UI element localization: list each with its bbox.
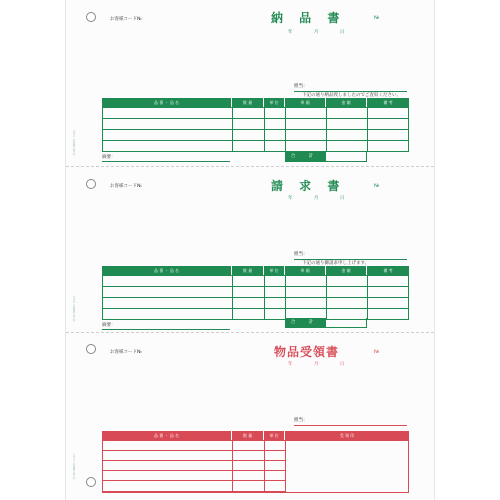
total-label-box	[285, 152, 325, 162]
customer-code-label: お客様コード№	[110, 17, 142, 22]
col-remarks: 備 考	[383, 268, 393, 273]
col-unit: 単 位	[264, 266, 285, 275]
col-divider	[367, 108, 368, 151]
items-table	[102, 266, 409, 336]
col-unit-price: 単 価	[285, 266, 326, 275]
summary-text: 摘要	[102, 323, 111, 328]
total-label: 合 計	[290, 320, 320, 325]
table-row[interactable]	[103, 471, 286, 481]
table-row[interactable]	[103, 141, 408, 152]
date-label: 年 月 日	[288, 362, 355, 367]
number-label: №	[374, 349, 380, 355]
summary-text: 摘要	[102, 155, 111, 160]
total-label-box	[285, 318, 325, 328]
table-header	[102, 431, 409, 440]
date-label: 年 月 日	[288, 30, 355, 35]
form-code: Ⓡ GF-NM01 (2/2)	[72, 296, 76, 322]
col-receipt-seal: 受 領 印	[339, 433, 355, 438]
page-title: 納 品 書	[271, 11, 346, 25]
summary-underline	[102, 329, 230, 330]
tanto-text: 担当	[294, 418, 303, 423]
table-body	[102, 275, 409, 320]
col-unit: 単 位	[264, 431, 285, 440]
table-body	[102, 440, 409, 493]
table-row[interactable]	[103, 481, 286, 492]
punch-hole	[86, 477, 96, 487]
page-title: 物品受領書	[274, 345, 340, 359]
col-unit: 単 位	[264, 98, 285, 107]
col-divider	[232, 441, 233, 492]
col-divider	[367, 276, 368, 319]
invoice-slip	[66, 166, 434, 332]
punch-hole	[86, 12, 96, 22]
col-quantity: 数 量	[232, 266, 264, 275]
date-label: 年 月 日	[288, 196, 355, 201]
total-amount-field[interactable]	[325, 152, 367, 162]
number-label: №	[374, 15, 380, 21]
col-divider	[232, 108, 233, 151]
punch-hole	[86, 179, 96, 189]
col-divider	[232, 276, 233, 319]
tanto-underline	[294, 425, 407, 426]
col-divider	[326, 276, 327, 319]
number-label: №	[374, 183, 380, 189]
col-divider	[326, 108, 327, 151]
col-divider	[264, 276, 265, 319]
tanto-label: 担当：	[294, 252, 308, 257]
table-row[interactable]	[103, 130, 408, 141]
total-amount-field[interactable]	[325, 318, 367, 328]
items-table	[102, 98, 409, 168]
form-sheet	[65, 0, 435, 500]
table-row[interactable]	[103, 119, 408, 130]
col-divider	[285, 441, 286, 492]
summary-label: 摘要：	[102, 323, 116, 328]
table-row[interactable]	[103, 461, 286, 471]
tanto-text: 担当	[294, 84, 303, 89]
total-label: 合 計	[290, 154, 320, 159]
col-quantity: 数 量	[232, 98, 264, 107]
punch-hole	[86, 344, 96, 354]
table-row[interactable]	[103, 451, 286, 461]
form-code: Ⓡ GF-NM01 (3/2)	[72, 130, 76, 156]
col-quantity: 数 量	[232, 431, 264, 440]
table-row[interactable]	[103, 276, 408, 287]
col-amount: 金 額	[326, 266, 367, 275]
customer-code-label: お客様コード№	[110, 184, 142, 189]
items-table	[102, 431, 409, 493]
table-row[interactable]	[103, 441, 286, 451]
col-unit-price: 単 価	[285, 98, 326, 107]
receipt-slip	[66, 332, 434, 500]
summary-underline	[102, 161, 230, 162]
col-divider	[264, 108, 265, 151]
table-header	[102, 98, 409, 107]
table-body	[102, 107, 409, 152]
col-divider	[285, 276, 286, 319]
table-header	[102, 266, 409, 275]
col-item-name: 品 番 ・ 品 名	[102, 266, 232, 275]
customer-code-label: お客様コード№	[110, 350, 142, 355]
tanto-text: 担当	[294, 252, 303, 257]
table-row[interactable]	[103, 108, 408, 119]
summary-label: 摘要：	[102, 155, 116, 160]
col-divider	[285, 108, 286, 151]
tanto-label: 担当：	[294, 84, 308, 89]
col-divider	[264, 441, 265, 492]
notice-text: 下記の通り御請求申し上げます。	[302, 261, 370, 266]
tanto-label: 担当：	[294, 418, 308, 423]
delivery-slip	[66, 0, 434, 166]
table-row[interactable]	[103, 287, 408, 298]
col-item-name: 品 番 ・ 品 名	[102, 431, 232, 440]
col-amount: 金 額	[326, 98, 367, 107]
table-row[interactable]	[103, 298, 408, 309]
col-item-name: 品 番 ・ 品 名	[102, 98, 232, 107]
notice-text: 下記の通り納品致しましたのでご査収ください。	[302, 93, 401, 98]
page-title: 請 求 書	[271, 179, 346, 193]
form-code: Ⓡ GF-NM01 (1/2)	[72, 454, 76, 480]
col-remarks: 備 考	[383, 100, 393, 105]
